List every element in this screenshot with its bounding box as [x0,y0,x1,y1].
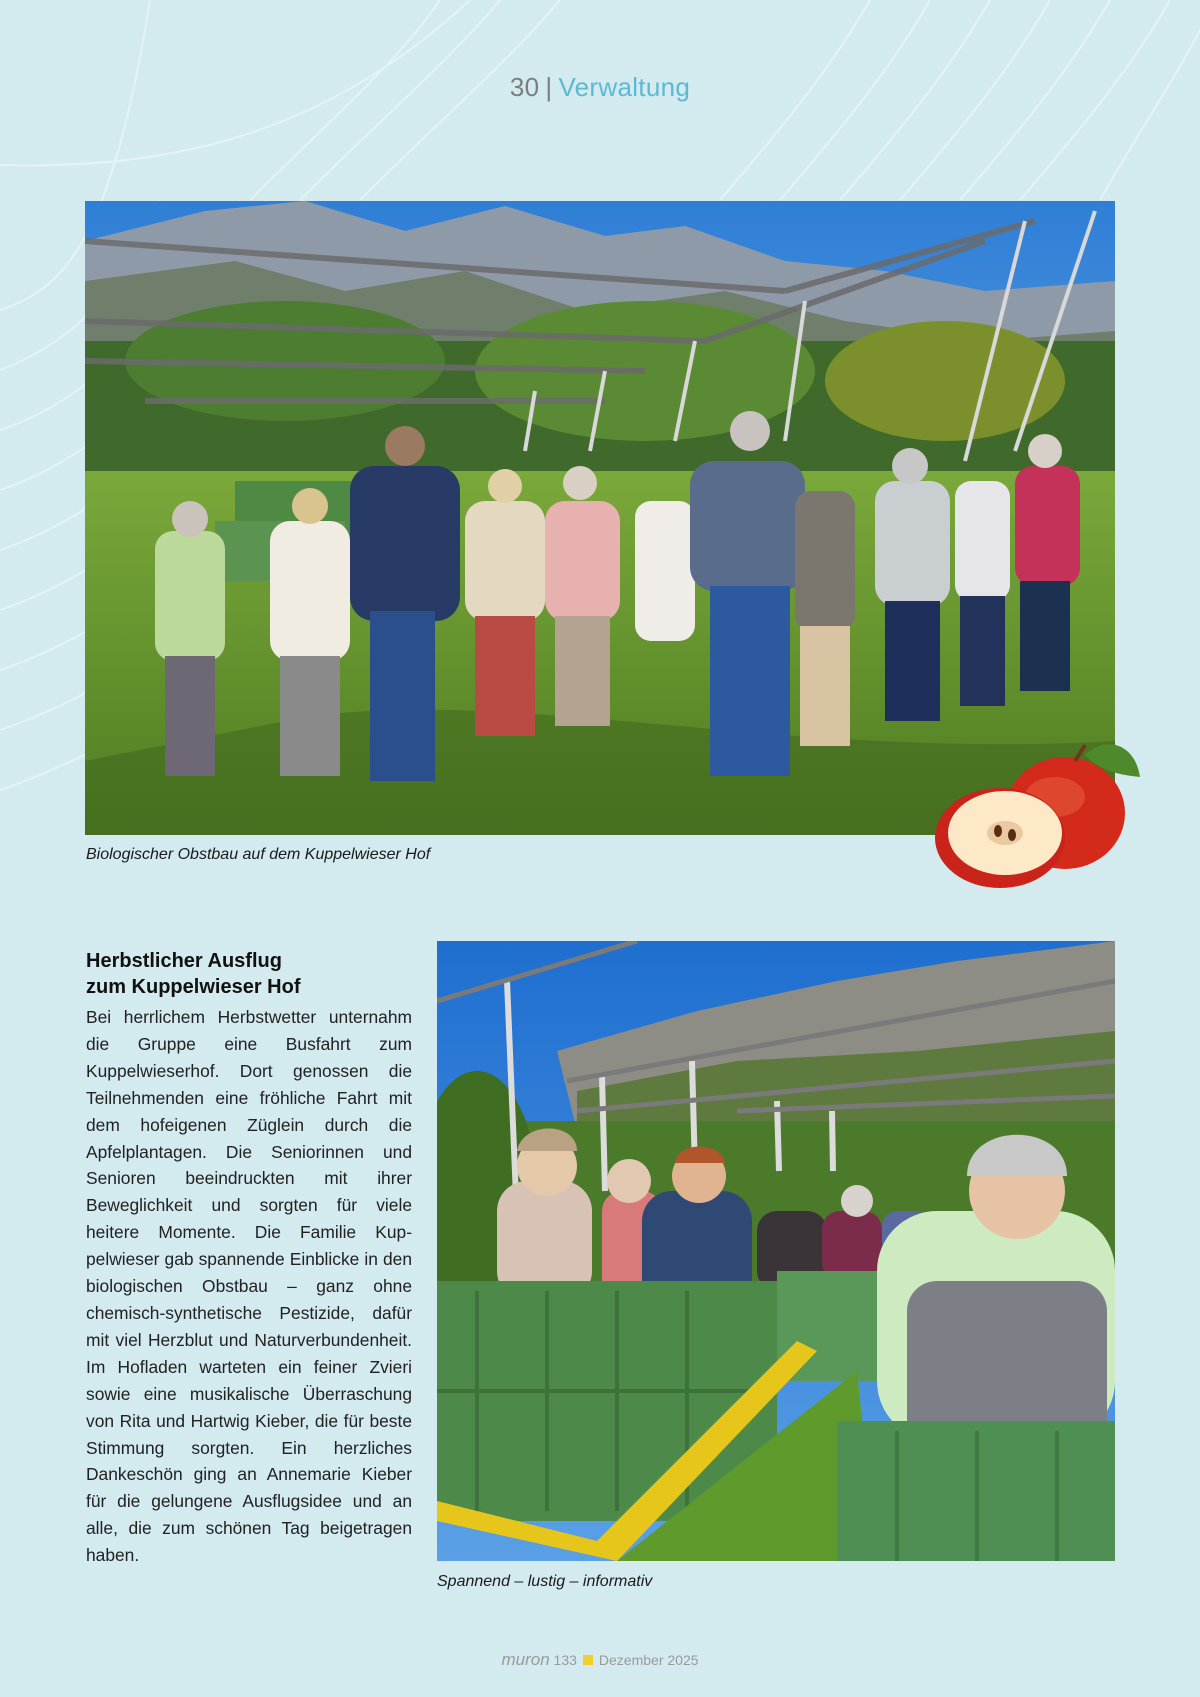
page-number: 30 [509,72,540,102]
page-footer [0,1650,1200,1670]
magazine-brand: muron [501,1650,550,1669]
article-title [86,948,412,1000]
article-body: Bei herrlichem Herbstwetter unternahm die Gruppe eine Busfahrt zum Kuppelwieserhof. Dort genossen die Teilnehmenden eine fröhliche Fahrt mit dem hofeigenen Züglein durch die Apfelplantagen. Die Seniorinnen und Senioren beeindruckten mit ihrer Beweglichkeit und sorgten für viele heitere Momente. Die Familie Kuppelwieser gab spannende Einblicke in den biologischen Obstbau – ganz ohne chemisch-synthetische Pestizide, dafür mit viel Herzblut und Naturverbundenheit. Im Hofladen warteten ein feiner Zvieri sowie eine musikalische Überraschung von Rita und Hartwig Kieber, die für beste Stimmung sorgten. Ein herzliches Dankeschön ging an Annemarie Kieber für die gelungene Ausflugsidee und an alle, die zum schönen Tag beigetragen haben. [86,1007,412,1566]
photo1-caption: Biologischer Obstbau auf dem Kuppelwieser Hof [86,846,431,863]
header-separator: | [545,72,553,102]
page-header [0,72,1200,103]
article [86,948,412,1569]
train-ride-photo [437,941,1115,1561]
issue-number: 133 [553,1652,577,1668]
footer-square-icon [583,1655,593,1665]
photo2-caption: Spannend – lustig – informativ [437,1573,653,1590]
article-title-line1: Herbstlicher Ausflug [86,950,282,972]
section-title: Verwaltung [558,72,691,102]
article-title-line2: zum Kuppelwieser Hof [86,976,301,998]
apple-illustration [935,735,1145,895]
issue-date: Dezember 2025 [598,1652,699,1668]
